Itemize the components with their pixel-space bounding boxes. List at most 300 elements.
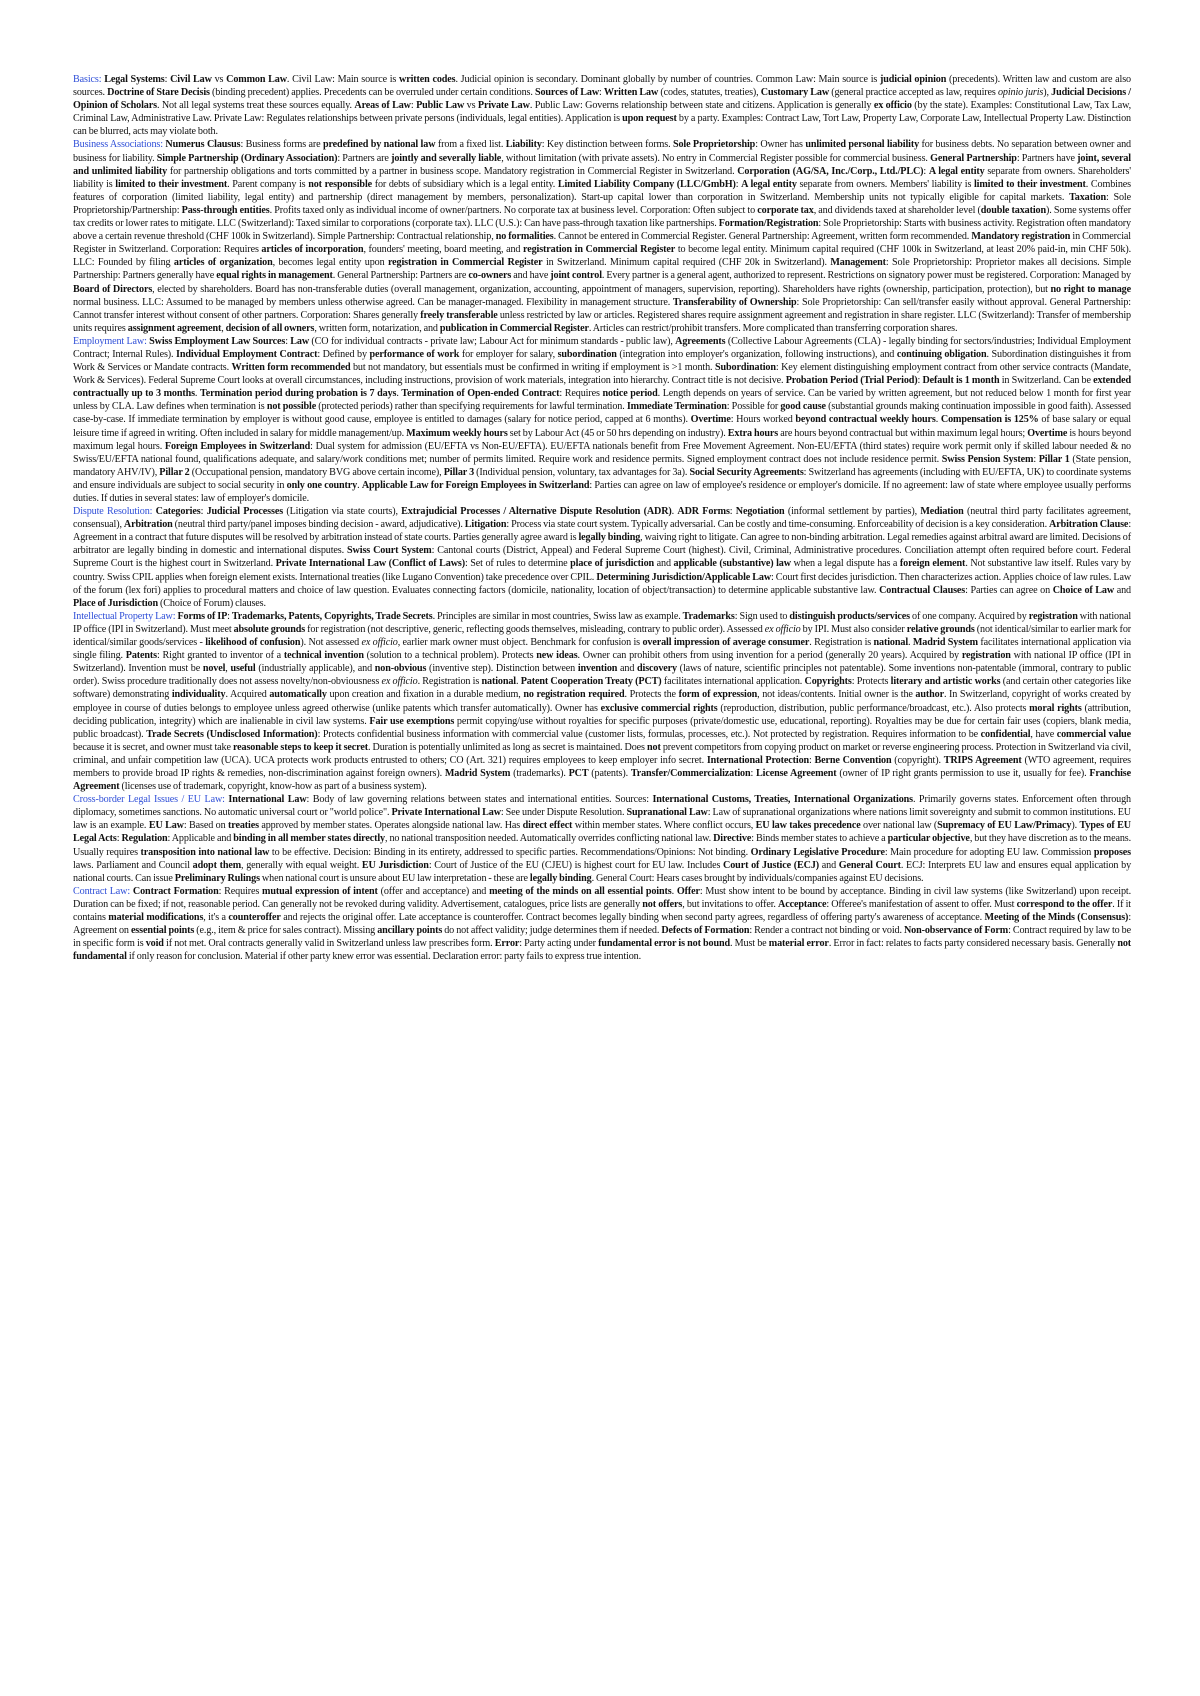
body-text: , have [1030, 728, 1057, 740]
section-heading: Business Associations [73, 139, 161, 151]
body-text: , generally with equal weight. [241, 859, 362, 871]
body-text: . General Court: Hears cases brought by individuals/companies against EU decisions. [591, 872, 924, 884]
body-text: : Partners are [337, 152, 392, 164]
body-text: : [227, 610, 232, 622]
key-term: no formalities [495, 231, 554, 243]
body-text: (State pension, mandatory AHV/IV), [73, 453, 1131, 478]
key-term: Customary Law [760, 87, 830, 99]
key-term: no right to manage [1050, 283, 1131, 295]
key-term: not responsible [308, 178, 373, 190]
key-term: adopt them [192, 859, 242, 871]
body-text: : Set of rules to determine [465, 558, 571, 570]
key-term: Private International Law (Conflict of Laws) [275, 558, 465, 570]
key-term: Non-observance of Form [903, 925, 1009, 937]
key-term: Regulation [121, 833, 168, 845]
body-text: : Requires [559, 388, 603, 400]
key-term: Subordination [714, 362, 776, 374]
body-text: (general practice accepted as law, requires [829, 87, 998, 99]
body-text: (industrially applicable), and [255, 663, 375, 675]
key-term: joint control [550, 270, 602, 282]
body-text: . [671, 506, 678, 518]
key-term: beyond contractual weekly hours [795, 414, 936, 426]
body-text: : [200, 506, 207, 518]
body-text: . Owner can prohibit others from using invention for a period (generally 20 years). Acquired by [577, 650, 962, 662]
body-text: (laws of nature, scientific principles not patentable). Some inventions non-patentable (immoral, contrary to public order). Swiss procedure traditionally does not assess novelty/non-obviousness [73, 663, 1131, 688]
body-text: . If it contains [73, 898, 1131, 923]
key-term: A legal entity [741, 178, 797, 190]
body-text: : Contract required by law to be in specific form is [73, 925, 1131, 950]
body-text: . Not all legal systems treat these sources equally. [156, 100, 355, 112]
key-term: upon request [622, 113, 677, 125]
key-term: registration [1028, 610, 1078, 622]
key-term: treaties [228, 820, 259, 832]
key-term: meeting of the minds on all essential points [489, 885, 672, 897]
key-term: Contractual Clauses [879, 584, 966, 596]
body-text: , written form, notarization, and [314, 322, 440, 334]
key-term: Taxation [1069, 191, 1106, 203]
body-text: , not ideas/contents. Initial owner is the [757, 689, 916, 701]
body-text: : [809, 754, 815, 766]
body-text: (copyright). [891, 754, 944, 766]
key-term: not [647, 741, 661, 753]
key-term: unlimited personal liability [805, 139, 920, 151]
body-text: : [917, 375, 923, 387]
key-term: Formation/Registration [718, 218, 819, 230]
body-text: (Collective Labour Agreements (CLA) - legally binding for sectors/industries; Individual Employment Contract; Internal Rules). [73, 335, 1131, 360]
body-text: : Law of supranational organizations where nations limit sovereignty and submit to common institutions. EU law is an example. [73, 807, 1131, 832]
key-term: Court of Justice (ECJ) [723, 859, 820, 871]
body-text: (integration into employer's organization, following instructions), and [616, 348, 897, 360]
body-text: (patents). [588, 767, 631, 779]
body-text: : Parties can agree on [965, 584, 1053, 596]
body-text: prevent competitors from copying product on market or reverse engineering process. Protection in Switzerland via civil, criminal, and unfair competition law (UCA). UCA protects work products entrusted to others; CO (Art. 321) requires employees to keep employer info secret. [73, 741, 1132, 766]
latin-term: ex officio [361, 637, 398, 649]
key-term: Probation Period (Trial Period) [785, 375, 918, 387]
key-term: Simple Partnership (Ordinary Association) [156, 152, 338, 164]
body-text: in Switzerland. Minimum capital required (CHF 20k in Switzerland). [542, 257, 831, 269]
key-term: Mediation [920, 506, 964, 518]
key-term: International Law [228, 794, 307, 806]
body-text: : Key element distinguishing employment contract from other service contracts (Mandate, Work & Services). Federal Supreme Court looks at overall circumstances, including instructions, provision of work materials, integration into hierarchy. Contract title is not decisive. [73, 362, 1131, 387]
key-term: Patents [125, 650, 157, 662]
key-term: Copyrights [804, 676, 852, 688]
key-term: performance of work [369, 348, 460, 360]
body-text: . Combines features of corporation (limited liability, legal entity) and partnership (direct management by members, personalization). Start-up capital lower than corporation in Switzerland. Membership units not typically eligible for capital markets. [73, 178, 1131, 203]
key-term: registration [961, 650, 1011, 662]
key-term: Corporation (AG/SA, Inc./Corp., Ltd./PLC) [737, 165, 924, 177]
key-term: Error [494, 938, 520, 950]
body-text: (by the state). Examples: Constitutional Law, Tax Law, Criminal Law, Administrative Law. Private Law: Regulates relationships between private persons (individuals, legal entities). Application is [73, 100, 1132, 125]
body-text: if not met. Oral contracts generally valid in Switzerland unless law prescribes form. [163, 938, 495, 950]
body-text: , becomes legal entity upon [272, 257, 388, 269]
body-text: : Offeree's manifestation of assent to offer. Must [826, 898, 1017, 910]
section-heading: Intellectual Property Law [73, 610, 173, 622]
body-text: but not mandatory, but essentials must be confirmed in writing if employment is >1 month. [350, 362, 715, 374]
key-term: technical invention [283, 650, 364, 662]
key-term: Maximum weekly hours [406, 427, 508, 439]
key-term: limited to their investment [973, 178, 1086, 190]
body-text: . Cannot be entered in Commercial Register. General Partnership: Agreement, written form recommended. [553, 231, 972, 243]
key-term: Pillar 1 [1038, 453, 1070, 465]
body-text: , but invitations to offer. [682, 898, 779, 910]
body-text: , without limitation (with private assets). No entry in Commercial Register possible for commercial business. [501, 152, 931, 164]
body-text: . Length depends on years of service. Can be varied by written agreement, but not reduced below 1 month for first year unless by CLA. Law defines when termination is [73, 388, 1132, 413]
key-term: commercial value [1056, 728, 1132, 740]
body-text: for partnership obligations and torts committed by a partner in business scope. Mandatory registration in Commercial Register in Switzerland. [167, 165, 738, 177]
body-text: do not affect validity; judge determines them if needed. [442, 925, 662, 937]
body-text: (informal settlement by parties), [784, 506, 921, 518]
body-text: (neutral third party facilitates agreement, consensual), [73, 506, 1131, 531]
body-text: , elected by shareholders. Board has non-transferable duties (overall management, organization, accounting, appointment of managers, supervision, reporting). Shareholders have rights (ownership, participation, protection), but [152, 283, 1051, 295]
body-text: for business debts. No separation between owner and business for liability. [73, 139, 1132, 164]
section-heading: Employment Law [73, 335, 145, 347]
key-term: Trademarks [682, 610, 735, 622]
body-text: , it's a [203, 912, 229, 923]
body-text: for debts of subsidiary which is a legal entity. [372, 178, 558, 190]
key-term: Termination of Open-ended Contract [401, 388, 560, 400]
section-heading: Dispute Resolution [73, 506, 150, 518]
key-term: mutual expression of intent [262, 885, 378, 897]
body-text: and [1114, 584, 1131, 596]
body-text: (WTO agreement, requires members to provide broad IP rights & remedies, non-discrimination against foreign owners). [73, 754, 1131, 779]
key-term: Arbitration [123, 519, 173, 531]
body-text: : Based on [183, 820, 228, 832]
key-term: Individual Employment Contract [176, 348, 318, 360]
body-text: vs [211, 74, 227, 85]
key-term: Contract Formation [132, 885, 219, 897]
body-text: (substantial grounds making continuation impossible in good faith). Assessed case-by-case. If immediate termination by employer is without good cause, employee is entitled to damages (salary for notice period, capped at 6 months). [73, 401, 1131, 426]
body-text: (CO for individual contracts - private law; Labour Act for minimum standards - public law), [309, 335, 676, 347]
key-term: Written Law [603, 87, 659, 99]
body-text: : Sole Proprietorship: Starts with business activity. Registration often mandatory above a certain revenue threshold (CHF 100k in Switzerland). Simple Partnership: Contractual relationship, [73, 218, 1131, 243]
body-text: for employer for salary, [459, 348, 558, 360]
key-term: Compensation is 125% [940, 414, 1039, 426]
key-term: Liability [505, 139, 542, 151]
key-term: EU Law [148, 820, 184, 832]
body-text: : Cantonal courts (District, Appeal) and Federal Supreme Court (highest). Civil, Criminal, Administrative procedures. Conciliation attempt often required before court. Federal Supreme Court is the highest court in Switzerland. [73, 545, 1131, 570]
key-term: EU law takes precedence [755, 820, 861, 832]
body-text: vs [464, 100, 478, 112]
body-text: : [164, 74, 171, 85]
body-text: : Key distinction between forms. [541, 139, 673, 151]
body-text: : Sign used to [734, 610, 790, 622]
body-text: , no national transposition needed. Automatically overrides conflicting national law. [384, 833, 714, 845]
key-term: not possible [266, 401, 317, 413]
key-term: subordination [557, 348, 617, 360]
body-text: within member states. Where conflict occurs, [572, 820, 756, 832]
body-text: : Dual system for admission (EU/EFTA vs Non-EU/EFTA). EU/EFTA nationals benefit from Free Movement Agreement. Non-EU/EFTA (third states) require work permit only if skilled labour needed & no Swiss/EU/EFTA national found, qualifications adequate, and salary/work conditions met; number of permits limited. Require work and residence permits. Signed employment contract does not include residence permit. [73, 440, 1132, 465]
key-term: non-obvious [374, 663, 427, 675]
key-term: literary and artistic works [890, 676, 1001, 688]
body-text: : Party acting under [519, 938, 599, 950]
body-text: . ECJ: Interprets EU law and ensures equal application by national courts. Can issue [73, 859, 1132, 884]
body-text: : Body of law governing relations between states and international entities. Sources: [306, 794, 653, 806]
key-term: new ideas [536, 650, 578, 662]
key-term: Overtime [690, 414, 731, 426]
heading-separator: : [127, 885, 131, 897]
body-text: unless restricted by law or articles. Registered shares require assignment agreement and registration in share register. LLC (Switzerland): Transfer of membership units requires [73, 309, 1132, 334]
body-text: , waiving right to litigate. Can agree to non-binding arbitration. Legal remedies against arbitral award are limited. Decisions of arbitrator are legally binding in domestic and international disputes. [73, 532, 1132, 557]
section-paragraph [73, 793, 1131, 885]
body-text: (codes, statutes, treaties), [658, 87, 761, 99]
body-text: : Sole Proprietorship: Can sell/transfer easily without approval. General Partnership: Cannot transfer interest without consent of other partners. Corporation: Shares generally [73, 296, 1131, 321]
body-text: . Civil Law: Main source is [286, 74, 400, 85]
key-term: Common Law [226, 74, 287, 85]
key-term: form of expression [678, 689, 758, 701]
body-text: : [410, 100, 417, 112]
body-text: : Protects confidential business information with commercial value (customer lists, formulas, processes, etc.). Not protected by registration. Requires information to be [317, 728, 981, 740]
body-text: , [225, 663, 231, 675]
body-text: : [285, 335, 291, 347]
key-term: confidential [980, 728, 1031, 740]
body-text: from a fixed list. [435, 139, 506, 151]
key-term: Supremacy of EU Law/Primacy [937, 820, 1072, 832]
body-text: upon creation and fixation in a durable medium, [326, 689, 524, 701]
key-term: extended contractually up to 3 months [73, 375, 1131, 400]
key-term: moral rights [1029, 702, 1082, 714]
key-term: Default is 1 month [922, 375, 1000, 387]
key-term: predefined by national law [322, 139, 436, 151]
key-term: Pass-through entities [181, 204, 270, 216]
body-text: : Requires [218, 885, 263, 897]
body-text: (trademarks). [510, 767, 569, 779]
key-term: limited to their investment [115, 178, 228, 190]
body-text: in Switzerland. Can be [999, 375, 1094, 387]
document-body [73, 73, 1131, 963]
body-text: (protected periods) rather than specifying requirements for lawful termination. [316, 401, 627, 413]
body-text: ), [1043, 87, 1052, 99]
body-text: . General Partnership: Partners are [332, 270, 469, 282]
key-term: Negotiation [735, 506, 785, 518]
key-term: binding in all member states directly [233, 833, 385, 845]
body-text: : Hours worked [730, 414, 796, 426]
body-text: in Commercial Register in Switzerland. Corporation: Requires [73, 231, 1131, 256]
body-text: when national court is unsure about EU law interpretation - these are [259, 872, 530, 884]
body-text: and have [511, 270, 551, 282]
body-text: of base salary or equal leisure time if agreed in writing. Often included in salary for middle management/up. [73, 414, 1131, 439]
key-term: not offers [642, 898, 683, 910]
body-text: over national law ( [860, 820, 938, 832]
body-text: : Owner has [755, 139, 806, 151]
body-text: . Registration is [809, 637, 874, 649]
key-term: individuality [171, 689, 226, 701]
heading-separator: : [144, 335, 147, 347]
body-text: . [396, 388, 402, 400]
key-term: articles of organization [173, 257, 273, 269]
body-text: . [357, 479, 362, 491]
key-term: likelihood of confusion [205, 637, 301, 649]
key-term: ADR Forms [677, 506, 730, 518]
body-text: facilitates international application. [661, 676, 805, 688]
key-term: legally binding [529, 872, 592, 884]
section-paragraph [73, 885, 1131, 964]
key-term: Social Security Agreements [689, 466, 804, 478]
body-text: (inventive step). Distinction between [426, 663, 578, 675]
key-term: Legal Systems [104, 74, 165, 85]
body-text: (solution to a technical problem). Protects [363, 650, 537, 662]
section-paragraph [73, 335, 1131, 505]
body-text: ). [1071, 820, 1080, 832]
key-term: TRIPS Agreement [943, 754, 1022, 766]
body-text: (Choice of Forum) clauses. [157, 597, 266, 609]
key-term: International Customs, Treaties, International Organizations [652, 794, 913, 806]
key-term: written codes [399, 74, 456, 85]
key-term: Determining Jurisdiction/Applicable Law [596, 571, 772, 583]
key-term: national [481, 676, 516, 688]
key-term: Choice of Law [1052, 584, 1115, 596]
body-text: . Every partner is a general agent, authorized to represent. Restrictions on signatory power must be registered. Corporation: Managed by [601, 270, 1131, 282]
body-text: is hours beyond maximum legal hours. [73, 427, 1132, 452]
latin-term: ex officio [381, 676, 418, 688]
body-text: : Possible for [726, 401, 781, 413]
body-text: of one company. Acquired by [909, 610, 1029, 622]
key-term: Numerus Clausus [165, 139, 241, 151]
key-term: Madrid System [444, 767, 511, 779]
key-term: novel [202, 663, 226, 675]
key-term: Fair use exemptions [369, 715, 455, 727]
key-term: particular objective [887, 833, 970, 845]
body-text: : Agreement in a contract that future disputes will be resolved by arbitration instead of state courts. Parties generally agree award is [73, 519, 1132, 544]
key-term: Pillar 2 [159, 466, 190, 478]
key-term: judicial opinion [879, 74, 947, 85]
body-text: : Applicable and [167, 833, 234, 845]
key-term: Written form recommended [231, 362, 351, 374]
body-text: : [599, 87, 604, 99]
body-text: : [729, 506, 736, 518]
body-text: and [617, 663, 637, 675]
body-text: (not identical/similar to earlier mark for identical/similar goods/services - [73, 623, 1132, 649]
heading-separator: : [222, 794, 225, 806]
key-term: national [873, 637, 909, 649]
key-term: equal rights in management [216, 270, 333, 282]
key-term: Swiss Court System [347, 545, 432, 557]
body-text: approved by member states. Operates alongside national law. Has [258, 820, 523, 832]
key-term: Swiss Employment Law Sources [149, 335, 286, 347]
key-term: no registration required [523, 689, 625, 701]
key-term: Meeting of the Minds (Consensus) [984, 912, 1129, 923]
body-text: , [221, 322, 226, 334]
key-term: joint, several and unlimited liability [73, 152, 1132, 177]
body-text: : See under Dispute Resolution. [500, 807, 627, 819]
key-term: only one country [286, 479, 358, 491]
key-term: A legal entity [928, 165, 985, 177]
key-term: Judicial Processes [206, 506, 284, 518]
key-term: Civil Law [170, 74, 212, 85]
key-term: distinguish products/services [789, 610, 910, 622]
body-text: , earlier mark owner must object. Benchmark for confusion is [397, 637, 643, 649]
body-text: : Right granted to inventor of a [156, 650, 284, 662]
body-text: : Sole Proprietorship: Proprietor makes all decisions. Simple Partnership: Partners generally have [73, 257, 1131, 282]
body-text: permit copying/use without royalties for specific purposes (private/domestic use, educational, reporting). Royalties may be due for certain fair uses (copiers, blank media, public broadcast). [73, 715, 1132, 740]
body-text: : Sole Proprietorship/Partnership: [73, 191, 1131, 216]
body-text: . [671, 885, 677, 897]
body-text: : [1033, 453, 1039, 465]
body-text: (neutral third party/panel imposes binding decision - award, adjudicative). [172, 519, 465, 531]
body-text: for registration (not descriptive, generic, reflecting goods themselves, misleading, contrary to public order). Assessed [305, 623, 765, 635]
key-term: Private Law [477, 100, 530, 112]
key-term: Directive [713, 833, 752, 845]
body-text: . Public Law: Governs relationship between state and citizens. Application is generally [529, 100, 874, 112]
body-text: . [908, 637, 913, 649]
body-text: (licenses use of trademark, copyright, know-how as part of a business system). [119, 781, 427, 793]
key-term: Litigation [464, 519, 507, 531]
body-text: to be effective. Decision: Binding in its entirety, addressed to specific parties. Recommendations/Opinions: Not binding. [269, 846, 751, 858]
key-term: Forms of IP [177, 610, 228, 622]
key-term: legally binding [578, 532, 641, 544]
key-term: Private International Law [391, 807, 501, 819]
key-term: relative grounds [906, 623, 975, 635]
key-term: Mandatory registration [971, 231, 1071, 243]
key-term: General Partnership [930, 152, 1017, 164]
key-term: Swiss Pension System [941, 453, 1034, 465]
body-text: , founders' meeting, board meeting, and [363, 244, 523, 256]
key-term: reasonable steps to keep it secret [232, 741, 368, 753]
body-text: : Court first decides jurisdiction. Then characterizes action. Applies choice of law rules. Law of the forum (lex fori) applies to procedural matters and choice of law question. Evaluates connecting factors (domicile, nationality, location of object/transaction) to determine applicable substantive law. [73, 571, 1132, 596]
key-term: good cause [780, 401, 826, 413]
body-text: laws. Parliament and Council [73, 859, 193, 871]
body-text: (Individual pension, voluntary, tax advantages for 3a). [474, 466, 690, 478]
body-text: by IPI. Must also consider [800, 623, 907, 635]
body-text: , but they have discretion as to the means. Usually requires [73, 833, 1131, 858]
body-text: . [935, 414, 941, 426]
section-paragraph [73, 138, 1131, 334]
body-text: separate from owners. Shareholders' liability is [73, 165, 1131, 190]
key-term: fundamental error is not bound [598, 938, 731, 950]
key-term: Overtime [1027, 427, 1068, 439]
body-text: . Primarily governs states. Enforcement often through diplomacy, sometimes sanctions. No automatic universal court or "world police". [73, 794, 1131, 819]
key-term: continuing obligation [896, 348, 987, 360]
body-text: if only reason for conclusion. Material if other party knew error was essential. Declaration error: party fails to express true intention. [126, 951, 642, 963]
body-text: and [654, 558, 674, 570]
key-term: jointly and severally liable [391, 152, 502, 164]
body-text: (reproduction, distribution, public performance/broadcast, etc.). Also protects [717, 702, 1030, 714]
body-text: . Must be [730, 938, 769, 950]
key-term: transposition into national law [140, 846, 270, 858]
key-term: Agreements [675, 335, 726, 347]
key-term: Trademarks, Patents, Copyrights, Trade Secrets [231, 610, 433, 622]
body-text: with national IP office (IPI in Switzerland). Must meet [73, 610, 1132, 635]
key-term: Law [290, 335, 310, 347]
key-term: Acceptance [778, 898, 827, 910]
latin-term: ex officio [764, 623, 801, 635]
key-term: Limited Liability Company (LLC/GmbH) [557, 178, 736, 190]
key-term: Areas of Law [354, 100, 411, 112]
key-term: useful [230, 663, 256, 675]
body-text: (attribution, deciding publication, integrity) which are inalienable in civil law systems. [73, 702, 1131, 727]
key-term: Transferability of Ownership [672, 296, 797, 308]
section-paragraph [73, 73, 1131, 138]
key-term: decision of all owners [225, 322, 315, 334]
key-term: Categories [155, 506, 201, 518]
key-term: Offer [676, 885, 700, 897]
key-term: overall impression of average consumer [642, 637, 810, 649]
key-term: PCT [568, 767, 589, 779]
body-text: : [735, 178, 742, 190]
key-term: automatically [269, 689, 327, 701]
key-term: ex officio [873, 100, 912, 112]
heading-separator: : [149, 506, 153, 518]
key-term: ancillary points [377, 925, 443, 937]
key-term: Pillar 3 [443, 466, 475, 478]
key-term: registration in Commercial Register [387, 257, 543, 269]
key-term: discovery [636, 663, 677, 675]
key-term: Defects of Formation [661, 925, 750, 937]
body-text: with national IP office (IPI in Switzerland). Invention must be [73, 650, 1131, 675]
body-text: : Must show intent to be bound by acceptance. Binding in civil law systems (like Switzerland) upon receipt. Duration can be fixed; if not, reasonable period. Can generally not be revoked during validity. Advertisement, catalogues, price lists are generally [73, 885, 1131, 910]
body-text: . Registration is [417, 676, 482, 688]
heading-separator: : [98, 74, 102, 85]
key-term: Judicial Decisions / Opinion of Scholars [73, 87, 1131, 112]
